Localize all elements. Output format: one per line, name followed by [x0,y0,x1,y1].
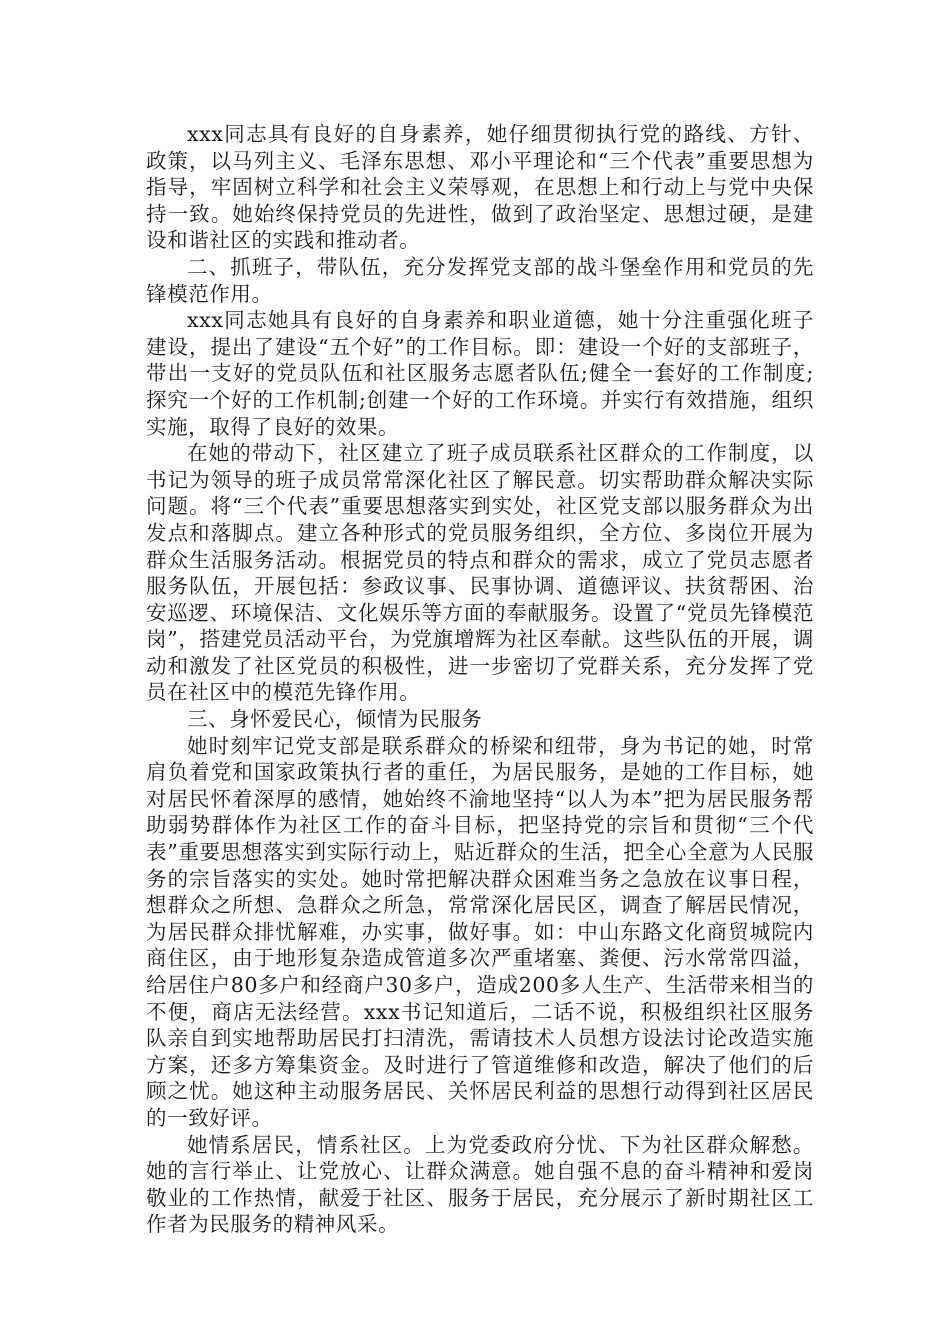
section-heading-2: 二、抓班子，带队伍，充分发挥党支部的战斗堡垒作用和党员的先锋模范作用。 [146,254,814,306]
paragraph-1: xxx同志具有良好的自身素养，她仔细贯彻执行党的路线、方针、政策，以马列主义、毛泽东思想、邓小平理论和“三个代表”重要思想为指导，牢固树立科学和社会主义荣辱观，在思想上和行动上与党中央保持一致。她始终保持党员的先进性，做到了政治坚定、思想过硬，是建设和谐社区的实践和推动者。 [146,122,814,253]
paragraph-4: 在她的带动下，社区建立了班子成员联系社区群众的工作制度，以书记为领导的班子成员常常深化社区了解民意。切实帮助群众解决实际问题。将“三个代表”重要思想落实到实处，社区党支部以服务群众为出发点和落脚点。建立各种形式的党员服务组织，全方位、多岗位开展为群众生活服务活动。根据党员的特点和群众的需求，成立了党员志愿者服务队伍，开展包括：参政议事、民事协调、道德评议、扶贫帮困、治安巡逻、环境保洁、文化娱乐等方面的奉献服务。设置了“党员先锋模范岗”，搭建党员活动平台，为党旗增辉为社区奉献。这些队伍的开展，调动和激发了社区党员的积极性，进一步密切了党群关系，充分发挥了党员在社区中的模范先锋作用。 [146,441,814,705]
document-body [146,121,814,1238]
paragraph-6: 她时刻牢记党支部是联系群众的桥梁和纽带，身为书记的她，时常肩负着党和国家政策执行者的重任，为居民服务，是她的工作目标，她对居民怀着深厚的感情，她始终不渝地坚持“以人为本”把为居民服务帮助弱势群体作为社区工作的奋斗目标，把坚持党的宗旨和贯彻“三个代表”重要思想落实到实际行动上，贴近群众的生活，把全心全意为人民服务的宗旨落实的实处。她时常把解决群众困难当务之急放在议事日程，想群众之所想、急群众之所急，常常深化居民区，调查了解居民情况，为居民群众排忧解难，办实事，做好事。如：中山东路文化商贸城院内商住区，由于地形复杂造成管道多次严重堵塞、粪便、污水常常四溢，给居住户80多户和经商户30多户，造成200多人生产、生活带来相当的不便，商店无法经营。xxx书记知道后，二话不说，积极组织社区服务队亲自到实地帮助居民打扫清洗，需请技术人员想方设法讨论改造实施方案，还多方筹集资金。及时进行了管道维修和改造，解决了他们的后顾之忧。她这种主动服务居民、关怀居民利益的思想行动得到社区居民的一致好评。 [146,733,814,1130]
paragraph-3: xxx同志她具有良好的自身素养和职业道德，她十分注重强化班子建设，提出了建设“五个好”的工作目标。即：建设一个好的支部班子，带出一支好的党员队伍和社区服务志愿者队伍;健全一套好的工作制度;探究一个好的工作机制;创建一个好的工作环境。并实行有效措施，组织实施，取得了良好的效果。 [146,308,814,439]
paragraph-7: 她情系居民，情系社区。上为党委政府分忧、下为社区群众解愁。她的言行举止、让党放心、让群众满意。她自强不息的奋斗精神和爱岗敬业的工作热情，献爱于社区、服务于居民，充分展示了新时期社区工作者为民服务的精神风采。 [146,1132,814,1237]
section-heading-3: 三、身怀爱民心，倾情为民服务 [187,707,483,732]
